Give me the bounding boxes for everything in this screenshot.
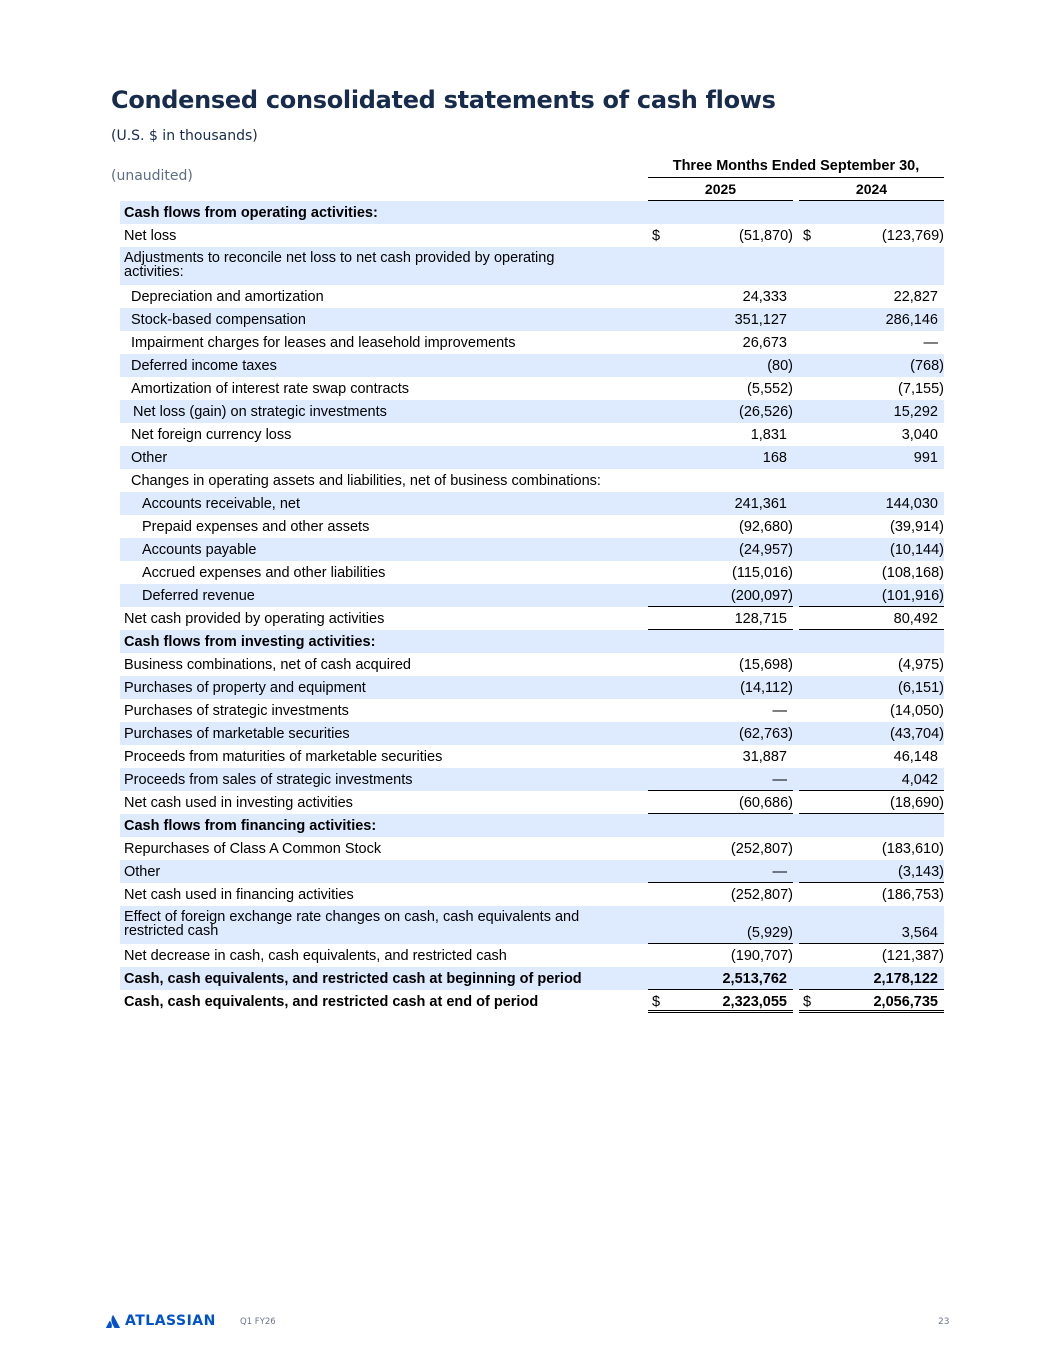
row-label: Accounts payable bbox=[142, 542, 257, 558]
value-cell-2025 bbox=[648, 906, 793, 944]
table-row bbox=[120, 722, 944, 745]
row-label: Proceeds from sales of strategic investments bbox=[124, 772, 413, 788]
row-value: (80) bbox=[767, 358, 793, 374]
page-number: 23 bbox=[938, 1317, 950, 1327]
value-cell-2024 bbox=[799, 584, 944, 607]
row-label: Cash, cash equivalents, and restricted cash at beginning of period bbox=[124, 971, 582, 987]
value-cell-2024 bbox=[799, 699, 944, 722]
row-value: (115,016) bbox=[732, 565, 793, 581]
row-value: 241,361 bbox=[734, 496, 787, 512]
value-cell-2025 bbox=[648, 247, 793, 285]
row-label: Purchases of marketable securities bbox=[124, 726, 350, 742]
row-label: Proceeds from maturities of marketable securities bbox=[124, 749, 443, 765]
value-cell-2025 bbox=[648, 377, 793, 400]
row-label: Net cash provided by operating activities bbox=[124, 611, 385, 627]
value-cell-2024 bbox=[799, 722, 944, 745]
row-value: (14,050) bbox=[889, 703, 944, 719]
currency-symbol: $ bbox=[652, 994, 661, 1010]
table-row bbox=[120, 814, 944, 837]
row-label: Net loss bbox=[124, 228, 177, 244]
table-row bbox=[120, 331, 944, 354]
value-cell-2025 bbox=[648, 584, 793, 607]
value-cell-2025 bbox=[648, 768, 793, 791]
value-cell-2024 bbox=[799, 538, 944, 561]
row-value: 26,673 bbox=[742, 335, 787, 351]
value-cell-2024 bbox=[799, 944, 944, 967]
page-title: Condensed consolidated statements of cash flows bbox=[111, 86, 776, 114]
row-label: Purchases of property and equipment bbox=[124, 680, 366, 696]
value-cell-2024 bbox=[799, 607, 944, 630]
value-cell-2024 bbox=[799, 768, 944, 791]
row-label: Cash flows from operating activities: bbox=[124, 205, 378, 221]
value-cell-2025 bbox=[648, 722, 793, 745]
unaudited-note: (unaudited) bbox=[111, 168, 193, 184]
table-row bbox=[120, 308, 944, 331]
row-value: (14,112) bbox=[740, 680, 793, 696]
row-value: (15,698) bbox=[738, 657, 793, 673]
table-row bbox=[120, 224, 944, 247]
currency-symbol: $ bbox=[803, 994, 812, 1010]
row-label: Stock-based compensation bbox=[131, 312, 306, 328]
value-cell-2025 bbox=[648, 308, 793, 331]
table-row bbox=[120, 377, 944, 400]
value-cell-2025 bbox=[648, 967, 793, 990]
value-cell-2024 bbox=[799, 561, 944, 584]
row-value: (200,097) bbox=[730, 588, 793, 604]
table-row bbox=[120, 201, 944, 224]
row-label: Deferred income taxes bbox=[131, 358, 277, 374]
row-value: (3,143) bbox=[898, 864, 944, 880]
row-value: 80,492 bbox=[893, 611, 938, 627]
row-label: Other bbox=[124, 864, 161, 880]
table-row bbox=[120, 990, 944, 1013]
table-row bbox=[120, 607, 944, 630]
row-value: 991 bbox=[913, 450, 938, 466]
row-label: Net cash used in financing activities bbox=[124, 887, 354, 903]
value-cell-2024 bbox=[799, 247, 944, 285]
value-cell-2025 bbox=[648, 630, 793, 653]
table-row bbox=[120, 247, 944, 285]
row-label: Purchases of strategic investments bbox=[124, 703, 349, 719]
value-cell-2024 bbox=[799, 469, 944, 492]
row-value: (108,168) bbox=[881, 565, 944, 581]
row-value: (101,916) bbox=[881, 588, 944, 604]
row-value: 24,333 bbox=[742, 289, 787, 305]
value-cell-2025 bbox=[648, 423, 793, 446]
row-value: (186,753) bbox=[881, 887, 944, 903]
value-cell-2025 bbox=[648, 446, 793, 469]
table-row bbox=[120, 791, 944, 814]
table-row bbox=[120, 400, 944, 423]
row-value: 351,127 bbox=[734, 312, 787, 328]
currency-symbol: $ bbox=[803, 228, 812, 244]
value-cell-2024 bbox=[799, 967, 944, 990]
value-cell-2024 bbox=[799, 814, 944, 837]
row-value: (7,155) bbox=[898, 381, 944, 397]
row-value: (60,686) bbox=[738, 795, 793, 811]
value-cell-2024 bbox=[799, 883, 944, 906]
value-cell-2024 bbox=[799, 906, 944, 944]
row-value: 2,513,762 bbox=[722, 971, 787, 987]
row-value: (43,704) bbox=[889, 726, 944, 742]
row-value: (51,870) bbox=[738, 228, 793, 244]
table-row bbox=[120, 538, 944, 561]
row-label: Effect of foreign exchange rate changes on cash, cash equivalents and restricted cash bbox=[124, 909, 580, 939]
quarter-label: Q1 FY26 bbox=[240, 1317, 276, 1327]
row-label: Repurchases of Class A Common Stock bbox=[124, 841, 382, 857]
row-label: Impairment charges for leases and leasehold improvements bbox=[131, 335, 516, 351]
row-value: (10,144) bbox=[889, 542, 944, 558]
row-value: 128,715 bbox=[734, 611, 787, 627]
row-value: 168 bbox=[762, 450, 787, 466]
table-row bbox=[120, 469, 944, 492]
value-cell-2024 bbox=[799, 653, 944, 676]
table-row bbox=[120, 883, 944, 906]
row-value: (123,769) bbox=[881, 228, 944, 244]
table-row bbox=[120, 584, 944, 607]
table-row bbox=[120, 446, 944, 469]
row-label: Cash flows from financing activities: bbox=[124, 818, 377, 834]
row-value: (768) bbox=[910, 358, 944, 374]
row-value: 286,146 bbox=[885, 312, 938, 328]
table-row bbox=[120, 906, 944, 944]
row-label: Business combinations, net of cash acquired bbox=[124, 657, 411, 673]
row-label: Net decrease in cash, cash equivalents, and restricted cash bbox=[124, 948, 507, 964]
value-cell-2025 bbox=[648, 990, 793, 1013]
row-value: 22,827 bbox=[893, 289, 938, 305]
value-cell-2025 bbox=[648, 561, 793, 584]
period-header: Three Months Ended September 30, bbox=[648, 158, 944, 178]
value-cell-2025 bbox=[648, 538, 793, 561]
row-value: (183,610) bbox=[881, 841, 944, 857]
value-cell-2025 bbox=[648, 285, 793, 308]
value-cell-2024 bbox=[799, 791, 944, 814]
table-row bbox=[120, 492, 944, 515]
value-cell-2025 bbox=[648, 515, 793, 538]
table-row bbox=[120, 837, 944, 860]
table-row bbox=[120, 745, 944, 768]
value-cell-2024 bbox=[799, 837, 944, 860]
row-value: (24,957) bbox=[738, 542, 793, 558]
value-cell-2025 bbox=[648, 469, 793, 492]
value-cell-2024 bbox=[799, 492, 944, 515]
atlassian-logo bbox=[106, 1313, 216, 1329]
row-value: 2,323,055 bbox=[722, 994, 787, 1010]
row-value: (18,690) bbox=[889, 795, 944, 811]
currency-symbol: $ bbox=[652, 228, 661, 244]
value-cell-2025 bbox=[648, 699, 793, 722]
row-label: Net foreign currency loss bbox=[131, 427, 292, 443]
row-value: (4,975) bbox=[898, 657, 944, 673]
row-label: Cash flows from investing activities: bbox=[124, 634, 376, 650]
row-value: 3,564 bbox=[901, 925, 938, 941]
table-row bbox=[120, 354, 944, 377]
row-label: Accounts receivable, net bbox=[142, 496, 300, 512]
value-cell-2025 bbox=[648, 492, 793, 515]
row-value: — bbox=[772, 703, 787, 719]
row-label: Cash, cash equivalents, and restricted cash at end of period bbox=[124, 994, 539, 1010]
row-value: — bbox=[772, 864, 787, 880]
row-value: 15,292 bbox=[893, 404, 938, 420]
row-value: (5,929) bbox=[747, 925, 793, 941]
atlassian-logo-icon bbox=[106, 1315, 120, 1328]
value-cell-2024 bbox=[799, 285, 944, 308]
row-value: (252,807) bbox=[730, 841, 793, 857]
value-cell-2024 bbox=[799, 446, 944, 469]
row-value: (62,763) bbox=[738, 726, 793, 742]
value-cell-2024 bbox=[799, 990, 944, 1013]
row-value: 31,887 bbox=[742, 749, 787, 765]
table-row bbox=[120, 285, 944, 308]
value-cell-2024 bbox=[799, 331, 944, 354]
table-row bbox=[120, 944, 944, 967]
value-cell-2024 bbox=[799, 423, 944, 446]
value-cell-2024 bbox=[799, 308, 944, 331]
row-label: Net cash used in investing activities bbox=[124, 795, 353, 811]
value-cell-2025 bbox=[648, 224, 793, 247]
value-cell-2024 bbox=[799, 860, 944, 883]
value-cell-2024 bbox=[799, 630, 944, 653]
row-label: Depreciation and amortization bbox=[131, 289, 324, 305]
row-label: Deferred revenue bbox=[142, 588, 255, 604]
value-cell-2025 bbox=[648, 837, 793, 860]
table-row bbox=[120, 561, 944, 584]
value-cell-2024 bbox=[799, 201, 944, 224]
value-cell-2025 bbox=[648, 814, 793, 837]
table-row bbox=[120, 967, 944, 990]
value-cell-2024 bbox=[799, 745, 944, 768]
value-cell-2024 bbox=[799, 676, 944, 699]
row-value: (5,552) bbox=[747, 381, 793, 397]
row-value: 1,831 bbox=[750, 427, 787, 443]
row-value: (121,387) bbox=[881, 948, 944, 964]
value-cell-2024 bbox=[799, 354, 944, 377]
value-cell-2025 bbox=[648, 354, 793, 377]
row-value: (252,807) bbox=[730, 887, 793, 903]
row-value: (190,707) bbox=[730, 948, 793, 964]
value-cell-2024 bbox=[799, 515, 944, 538]
row-label: Adjustments to reconcile net loss to net cash provided by operating activities: bbox=[124, 250, 555, 280]
value-cell-2025 bbox=[648, 791, 793, 814]
value-cell-2025 bbox=[648, 607, 793, 630]
value-cell-2025 bbox=[648, 883, 793, 906]
row-value: 3,040 bbox=[901, 427, 938, 443]
value-cell-2025 bbox=[648, 400, 793, 423]
year-header-2025: 2025 bbox=[648, 181, 793, 202]
table-row bbox=[120, 860, 944, 883]
value-cell-2025 bbox=[648, 860, 793, 883]
row-value: 46,148 bbox=[893, 749, 938, 765]
row-value: — bbox=[923, 335, 938, 351]
value-cell-2025 bbox=[648, 944, 793, 967]
brand-name: ATLASSIAN bbox=[125, 1313, 216, 1329]
value-cell-2025 bbox=[648, 653, 793, 676]
row-label: Other bbox=[131, 450, 168, 466]
table-row bbox=[120, 768, 944, 791]
row-value: 2,178,122 bbox=[873, 971, 938, 987]
row-value: (92,680) bbox=[738, 519, 793, 535]
row-value: (6,151) bbox=[898, 680, 944, 696]
table-row bbox=[120, 653, 944, 676]
value-cell-2025 bbox=[648, 331, 793, 354]
cash-flow-table bbox=[120, 201, 944, 1013]
table-row bbox=[120, 515, 944, 538]
table-row bbox=[120, 676, 944, 699]
year-header-2024: 2024 bbox=[799, 181, 944, 202]
table-row bbox=[120, 699, 944, 722]
value-cell-2025 bbox=[648, 745, 793, 768]
row-label: Prepaid expenses and other assets bbox=[142, 519, 370, 535]
units-subtitle: (U.S. $ in thousands) bbox=[111, 128, 258, 144]
row-value: (26,526) bbox=[738, 404, 793, 420]
table-row bbox=[120, 423, 944, 446]
value-cell-2025 bbox=[648, 676, 793, 699]
table-row bbox=[120, 630, 944, 653]
row-value: 4,042 bbox=[901, 772, 938, 788]
value-cell-2024 bbox=[799, 400, 944, 423]
row-label: Amortization of interest rate swap contracts bbox=[131, 381, 410, 397]
row-label: Accrued expenses and other liabilities bbox=[142, 565, 386, 581]
row-label: Net loss (gain) on strategic investments bbox=[133, 404, 387, 420]
row-value: 2,056,735 bbox=[873, 994, 938, 1010]
row-value: 144,030 bbox=[885, 496, 938, 512]
row-value: — bbox=[772, 772, 787, 788]
value-cell-2025 bbox=[648, 201, 793, 224]
row-label: Changes in operating assets and liabilities, net of business combinations: bbox=[131, 473, 601, 489]
value-cell-2024 bbox=[799, 377, 944, 400]
row-value: (39,914) bbox=[889, 519, 944, 535]
value-cell-2024 bbox=[799, 224, 944, 247]
